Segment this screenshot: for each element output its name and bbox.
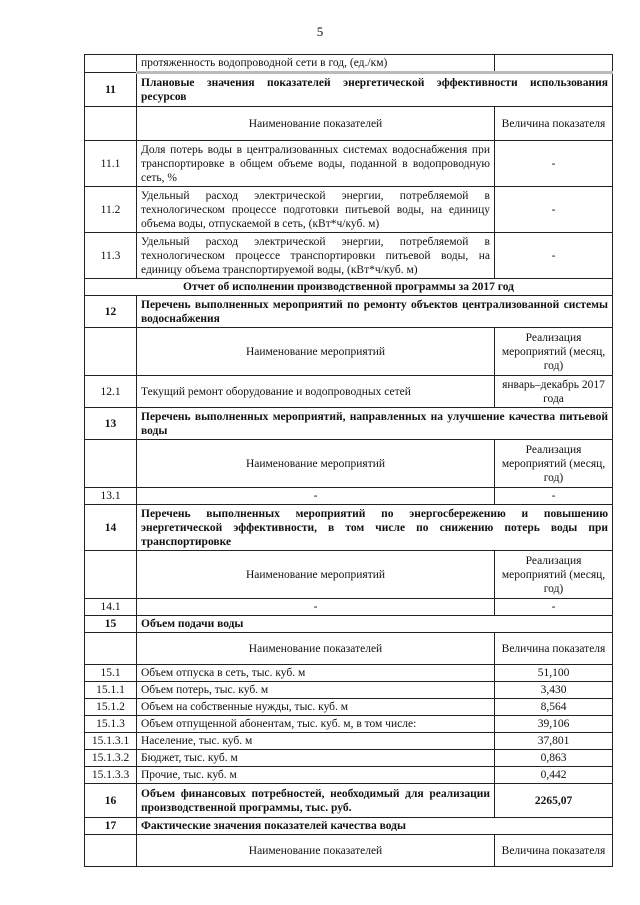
column-header-value: Величина показателя xyxy=(495,633,613,665)
table-row xyxy=(85,682,613,699)
row-number: 15.1.1 xyxy=(85,682,137,699)
row-number: 15.1.3.1 xyxy=(85,733,137,750)
table-header-row xyxy=(85,551,613,599)
row-value: 37,801 xyxy=(495,733,613,750)
row-text: Бюджет, тыс. куб. м xyxy=(137,750,495,767)
section-number: 17 xyxy=(85,818,137,835)
section-number: 15 xyxy=(85,616,137,633)
row-value: - xyxy=(495,141,613,187)
row-value: - xyxy=(495,187,613,233)
row-value: 0,442 xyxy=(495,767,613,784)
row-text: Удельный расход электрической энергии, потребляемой в технологическом процессе подготовки питьевой воды, на единицу объема воды, отпускаемой в сеть, (кВт*ч/куб. м) xyxy=(137,187,495,233)
row-value: 2265,07 xyxy=(495,784,613,818)
row-number: 11.2 xyxy=(85,187,137,233)
row-number: 13.1 xyxy=(85,488,137,505)
row-number: 15.1.2 xyxy=(85,699,137,716)
table-row xyxy=(85,665,613,682)
row-number: 15.1.3.3 xyxy=(85,767,137,784)
row-value: - xyxy=(495,599,613,616)
table-row xyxy=(85,376,613,408)
table-row xyxy=(85,767,613,784)
row-value: 0,863 xyxy=(495,750,613,767)
section-17-row xyxy=(85,818,613,835)
row-value: 8,564 xyxy=(495,699,613,716)
section-number: 14 xyxy=(85,505,137,551)
row-text: - xyxy=(137,599,495,616)
table-header-row xyxy=(85,440,613,488)
document-table xyxy=(84,54,613,867)
row-text: Объем потерь, тыс. куб. м xyxy=(137,682,495,699)
table-header-row xyxy=(85,835,613,867)
row-text: - xyxy=(137,488,495,505)
column-header-value: Величина показателя xyxy=(495,835,613,867)
row-text: Текущий ремонт оборудование и водопроводных сетей xyxy=(137,376,495,408)
section-number: 11 xyxy=(85,73,137,107)
table-row xyxy=(85,55,613,73)
row-text: протяженность водопроводной сети в год, (ед./км) xyxy=(137,55,495,73)
column-header-value: Реализация мероприятий (месяц, год) xyxy=(495,440,613,488)
section-title: Плановые значения показателей энергетической эффективности использования ресурсов xyxy=(137,73,613,107)
table-row xyxy=(85,699,613,716)
row-text: Доля потерь воды в централизованных системах водоснабжения при транспортировке в общем объеме воды, поданной в водопроводную сеть, % xyxy=(137,141,495,187)
table-row xyxy=(85,733,613,750)
section-title: Перечень выполненных мероприятий, направленных на улучшение качества питьевой воды xyxy=(137,408,613,440)
section-11-row xyxy=(85,73,613,107)
report-title: Отчет об исполнении производственной программы за 2017 год xyxy=(85,279,613,296)
section-12-row xyxy=(85,296,613,328)
row-value: 51,100 xyxy=(495,665,613,682)
section-title: Перечень выполненных мероприятий по энергосбережению и повышению энергетической эффективности, в том числе по снижению потерь воды при транспортировке xyxy=(137,505,613,551)
section-number: 16 xyxy=(85,784,137,818)
column-header-name: Наименование показателей xyxy=(137,107,495,141)
section-number: 12 xyxy=(85,296,137,328)
row-number: 12.1 xyxy=(85,376,137,408)
row-number: 14.1 xyxy=(85,599,137,616)
table-row xyxy=(85,750,613,767)
row-text: Объем отпуска в сеть, тыс. куб. м xyxy=(137,665,495,682)
table-row xyxy=(85,187,613,233)
row-value: 39,106 xyxy=(495,716,613,733)
row-number: 11.1 xyxy=(85,141,137,187)
column-header-value: Реализация мероприятий (месяц, год) xyxy=(495,328,613,376)
table-header-row xyxy=(85,328,613,376)
row-value: - xyxy=(495,488,613,505)
section-13-row xyxy=(85,408,613,440)
row-number: 15.1.3.2 xyxy=(85,750,137,767)
section-title: Объем подачи воды xyxy=(137,616,613,633)
row-number: 15.1 xyxy=(85,665,137,682)
section-14-row xyxy=(85,505,613,551)
row-value: январь–декабрь 2017 года xyxy=(495,376,613,408)
column-header-value: Реализация мероприятий (месяц, год) xyxy=(495,551,613,599)
row-text: Удельный расход электрической энергии, потребляемой в технологическом процессе транспортировки питьевой воды, на единицу объема транспортируемой воды, (кВт*ч/куб. м) xyxy=(137,233,495,279)
section-title: Фактические значения показателей качества воды xyxy=(137,818,613,835)
column-header-name: Наименование мероприятий xyxy=(137,551,495,599)
row-text: Прочие, тыс. куб. м xyxy=(137,767,495,784)
column-header-value: Величина показателя xyxy=(495,107,613,141)
row-number: 15.1.3 xyxy=(85,716,137,733)
section-title: Объем финансовых потребностей, необходимый для реализации производственной программы, тыс. руб. xyxy=(137,784,495,818)
table-header-row xyxy=(85,107,613,141)
section-16-row xyxy=(85,784,613,818)
row-text: Население, тыс. куб. м xyxy=(137,733,495,750)
table-row xyxy=(85,599,613,616)
table-row xyxy=(85,716,613,733)
row-value: - xyxy=(495,233,613,279)
column-header-name: Наименование мероприятий xyxy=(137,328,495,376)
column-header-name: Наименование показателей xyxy=(137,633,495,665)
row-number: 11.3 xyxy=(85,233,137,279)
row-text: Объем на собственные нужды, тыс. куб. м xyxy=(137,699,495,716)
column-header-name: Наименование мероприятий xyxy=(137,440,495,488)
section-15-row xyxy=(85,616,613,633)
section-title: Перечень выполненных мероприятий по ремонту объектов централизованной системы водоснабжения xyxy=(137,296,613,328)
table-row xyxy=(85,233,613,279)
row-text: Объем отпущенной абонентам, тыс. куб. м, в том числе: xyxy=(137,716,495,733)
report-title-row xyxy=(85,279,613,296)
table-row xyxy=(85,141,613,187)
table-header-row xyxy=(85,633,613,665)
column-header-name: Наименование показателей xyxy=(137,835,495,867)
page-number: 5 xyxy=(316,24,324,39)
row-value: 3,430 xyxy=(495,682,613,699)
section-number: 13 xyxy=(85,408,137,440)
table-row xyxy=(85,488,613,505)
